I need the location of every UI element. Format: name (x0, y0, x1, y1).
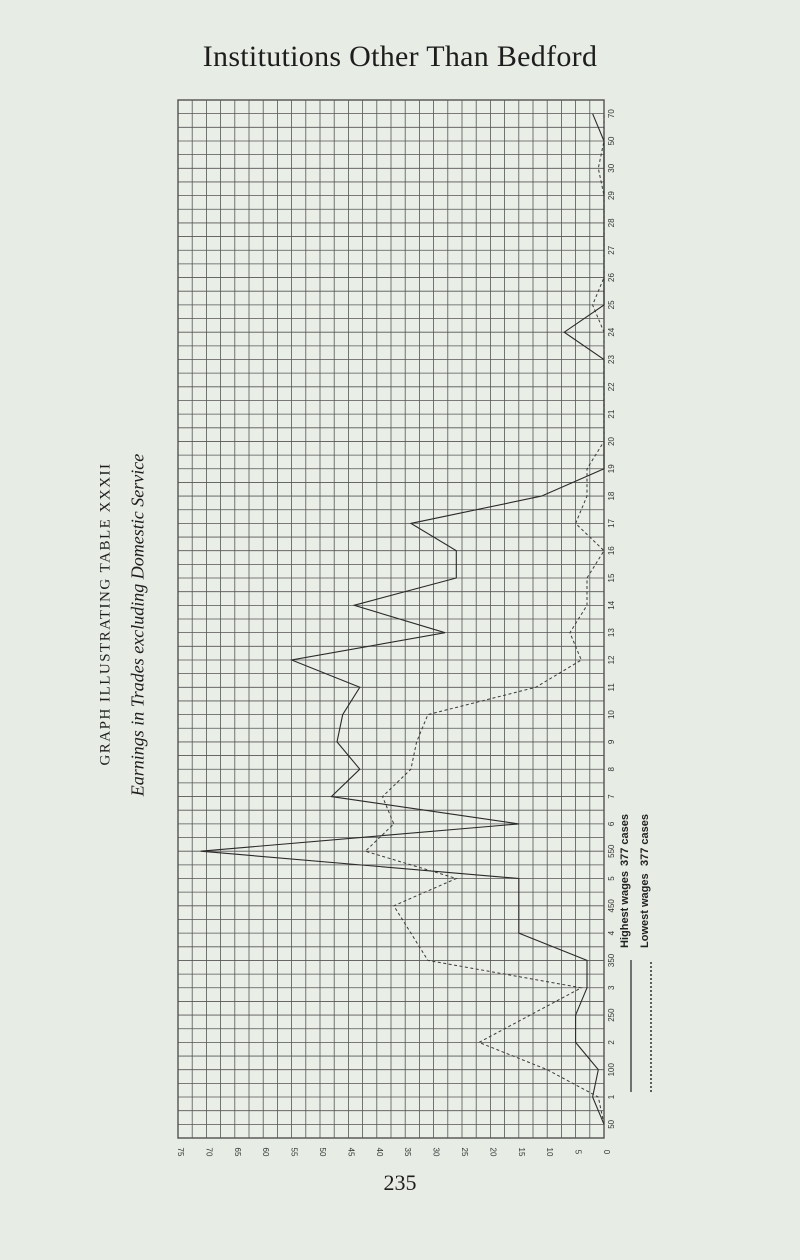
value-tick-label: 35 (403, 1147, 413, 1157)
category-tick-label: 7 (607, 794, 616, 799)
category-tick-label: 17 (607, 518, 616, 528)
value-tick-label: 5 (573, 1149, 583, 1155)
legend-cases-lowest: 377 cases (639, 814, 651, 866)
value-tick-label: 20 (488, 1147, 498, 1157)
category-tick-label: 2 (607, 1040, 616, 1045)
category-tick-label: 13 (607, 628, 616, 638)
page-number: 235 (383, 1170, 417, 1195)
graph-subtitle: Earnings in Trades excluding Domestic Service (127, 453, 148, 797)
category-tick-label: 28 (607, 218, 616, 228)
category-tick-label: 22 (607, 382, 616, 392)
category-tick-label: 350 (607, 953, 616, 968)
category-tick-label: 50 (607, 136, 616, 146)
category-tick-label: 250 (607, 1008, 616, 1022)
category-tick-label: 9 (607, 739, 616, 745)
value-tick-label: 0 (602, 1149, 611, 1155)
value-tick-label: 70 (204, 1147, 214, 1157)
value-tick-label: 50 (318, 1147, 327, 1157)
category-tick-label: 5 (607, 876, 616, 881)
value-tick-label: 60 (261, 1147, 271, 1157)
category-tick-label: 27 (607, 245, 616, 255)
category-tick-label: 14 (607, 600, 616, 610)
category-tick-label: 19 (607, 464, 616, 474)
category-tick-label: 3 (607, 985, 616, 990)
value-tick-label: 40 (374, 1147, 384, 1157)
category-tick-label: 8 (607, 767, 616, 772)
category-tick-label: 50 (607, 1119, 616, 1129)
value-tick-label: 30 (431, 1147, 441, 1157)
category-tick-label: 10 (607, 710, 616, 720)
legend-label-highest: Highest wages (619, 870, 631, 948)
value-tick-label: 75 (176, 1147, 185, 1157)
category-tick-label: 100 (607, 1063, 616, 1077)
value-tick-label: 55 (289, 1147, 299, 1157)
category-tick-label: 11 (607, 683, 616, 692)
category-tick-label: 12 (607, 655, 616, 665)
category-tick-label: 26 (607, 273, 616, 283)
category-tick-label: 16 (607, 546, 616, 556)
category-tick-label: 15 (607, 573, 616, 583)
category-tick-label: 23 (607, 355, 616, 364)
category-tick-label: 6 (607, 821, 616, 827)
category-tick-label: 18 (607, 491, 616, 501)
category-tick-label: 550 (607, 844, 616, 858)
category-tick-label: 24 (607, 327, 616, 337)
legend-cases-highest: 377 cases (619, 814, 631, 866)
category-tick-label: 70 (607, 109, 616, 119)
legend-label-lowest: Lowest wages (639, 873, 651, 948)
category-tick-label: 4 (607, 930, 616, 936)
category-tick-label: 25 (607, 300, 616, 310)
category-tick-label: 30 (607, 163, 616, 173)
value-tick-label: 45 (346, 1147, 356, 1157)
value-tick-label: 15 (516, 1147, 526, 1157)
category-tick-label: 21 (607, 409, 616, 419)
chart-title: Institutions Other Than Bedford (202, 40, 598, 73)
value-tick-label: 25 (460, 1147, 469, 1157)
category-tick-label: 1 (607, 1094, 616, 1100)
category-tick-label: 450 (607, 899, 616, 913)
category-tick-label: 20 (607, 436, 616, 446)
graph-caption: GRAPH ILLUSTRATING TABLE XXXII (97, 462, 114, 766)
category-tick-label: 29 (607, 191, 616, 201)
value-tick-label: 10 (545, 1147, 555, 1157)
value-tick-label: 65 (232, 1147, 242, 1157)
